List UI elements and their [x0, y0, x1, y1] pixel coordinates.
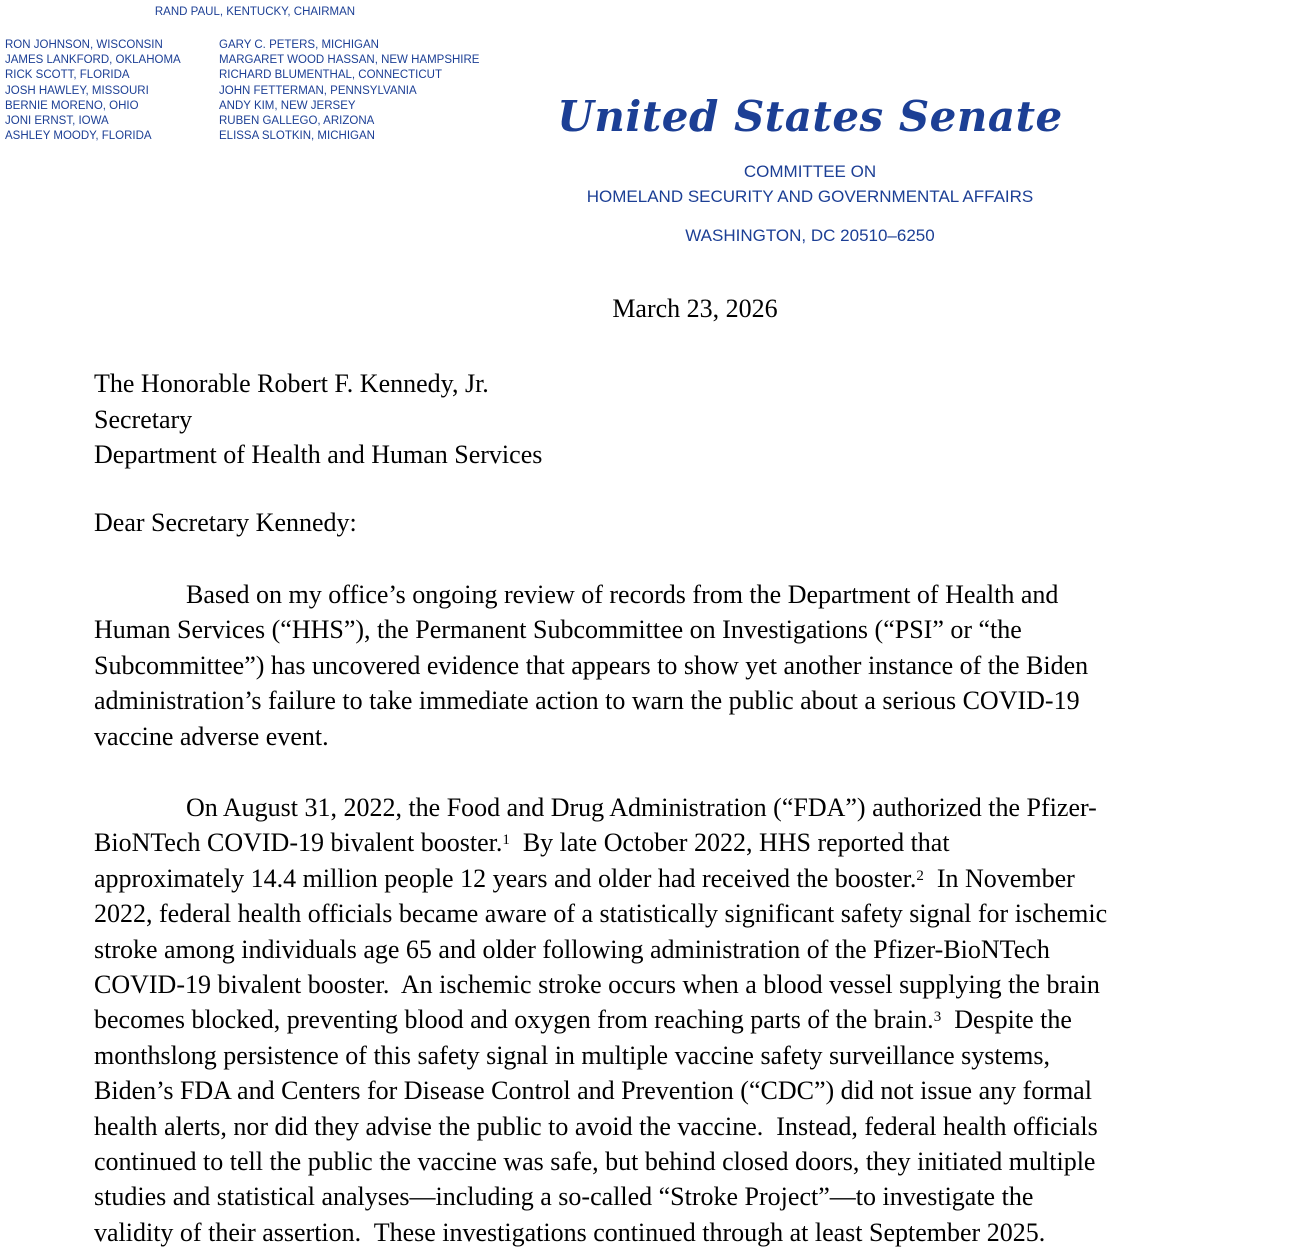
member-name: JOSH HAWLEY, MISSOURI: [5, 84, 149, 97]
senate-title: United States Senate: [557, 92, 1063, 141]
text-line: Subcommittee”) has uncovered evidence that appears to show yet another instance of the Biden: [94, 650, 1089, 680]
text-segment: approximately 14.4 million people 12 years and older had received the booster.: [94, 863, 917, 893]
member-name: ASHLEY MOODY, FLORIDA: [5, 130, 152, 143]
text-segment: In November: [923, 863, 1075, 893]
paragraph-2: [94, 790, 1107, 1250]
text-line: Biden’s FDA and Centers for Disease Control and Prevention (“CDC”) did not issue any formal: [94, 1076, 1092, 1106]
text-line: On August 31, 2022, the Food and Drug Administration (“FDA”) authorized the Pfizer-: [186, 793, 1097, 822]
recipient-title: Secretary: [94, 404, 193, 434]
member-name: MARGARET WOOD HASSAN, NEW HAMPSHIRE: [219, 54, 480, 67]
member-name: ANDY KIM, NEW JERSEY: [219, 99, 356, 112]
text-line: studies and statistical analyses—including a so-called “Stroke Project”—to investigate the: [94, 1182, 1034, 1212]
footnote-ref-2: 2: [916, 867, 924, 884]
text-line: vaccine adverse event.: [94, 721, 329, 751]
text-line: validity of their assertion. These investigations continued through at least September 2025.: [94, 1217, 1046, 1247]
member-name: RICHARD BLUMENTHAL, CONNECTICUT: [219, 69, 442, 82]
member-name: JAMES LANKFORD, OKLAHOMA: [5, 54, 181, 67]
member-name: JOHN FETTERMAN, PENNSYLVANIA: [219, 84, 417, 97]
paragraph-1: [94, 577, 1088, 754]
recipient-name: The Honorable Robert F. Kennedy, Jr.: [94, 369, 489, 398]
text-line: continued to tell the public the vaccine was safe, but behind closed doors, they initiated multiple: [94, 1147, 1096, 1177]
recipient-block: [94, 366, 542, 473]
text-line: stroke among individuals age 65 and older following administration of the Pfizer-BioNTech: [94, 934, 1050, 964]
member-list-right: [219, 38, 479, 144]
member-name: BERNIE MORENO, OHIO: [5, 99, 139, 112]
footnote-ref-1: 1: [502, 832, 510, 849]
text-line: COVID-19 bivalent booster. An ischemic stroke occurs when a blood vessel supplying the brain: [94, 970, 1100, 1000]
text-line: health alerts, nor did they advise the public to avoid the vaccine. Instead, federal health officials: [94, 1111, 1098, 1141]
member-list-left: [5, 38, 181, 144]
salutation: Dear Secretary Kennedy:: [94, 508, 357, 537]
text-segment: Despite the: [941, 1005, 1072, 1035]
text-line: [94, 825, 1107, 860]
member-name: RON JOHNSON, WISCONSIN: [5, 39, 163, 51]
text-line: Human Services (“HHS”), the Permanent Subcommittee on Investigations (“PSI” or “the: [94, 615, 1022, 645]
text-line: [94, 1002, 1107, 1037]
footnote-ref-3: 3: [933, 1009, 942, 1026]
text-segment: becomes blocked, preventing blood and oxygen from reaching parts of the brain.: [94, 1005, 934, 1035]
text-line: monthslong persistence of this safety signal in multiple vaccine safety surveillance systems,: [94, 1040, 1050, 1070]
text-line: Based on my office’s ongoing review of records from the Department of Health and: [186, 580, 1059, 609]
member-name: RICK SCOTT, FLORIDA: [5, 69, 130, 82]
text-line: [94, 861, 1107, 896]
member-name: RUBEN GALLEGO, ARIZONA: [219, 115, 375, 128]
text-segment: BioNTech COVID-19 bivalent booster.: [94, 828, 503, 858]
letter-date: March 23, 2026: [612, 294, 778, 323]
recipient-department: Department of Health and Human Services: [94, 440, 543, 469]
committee-name: HOMELAND SECURITY AND GOVERNMENTAL AFFAIRS: [586, 187, 1034, 206]
member-name: GARY C. PETERS, MICHIGAN: [219, 39, 379, 51]
text-segment: By late October 2022, HHS reported that: [509, 828, 950, 858]
chairman-line: RAND PAUL, KENTUCKY, CHAIRMAN: [154, 6, 356, 18]
committee-address: WASHINGTON, DC 20510–6250: [685, 226, 935, 245]
member-name: ELISSA SLOTKIN, MICHIGAN: [219, 130, 375, 143]
committee-line: COMMITTEE ON: [743, 162, 877, 181]
text-line: 2022, federal health officials became aware of a statistically significant safety signal for ischemic: [94, 899, 1108, 929]
member-name: JONI ERNST, IOWA: [5, 115, 109, 128]
text-line: administration’s failure to take immediate action to warn the public about a serious COVID-19: [94, 686, 1080, 716]
